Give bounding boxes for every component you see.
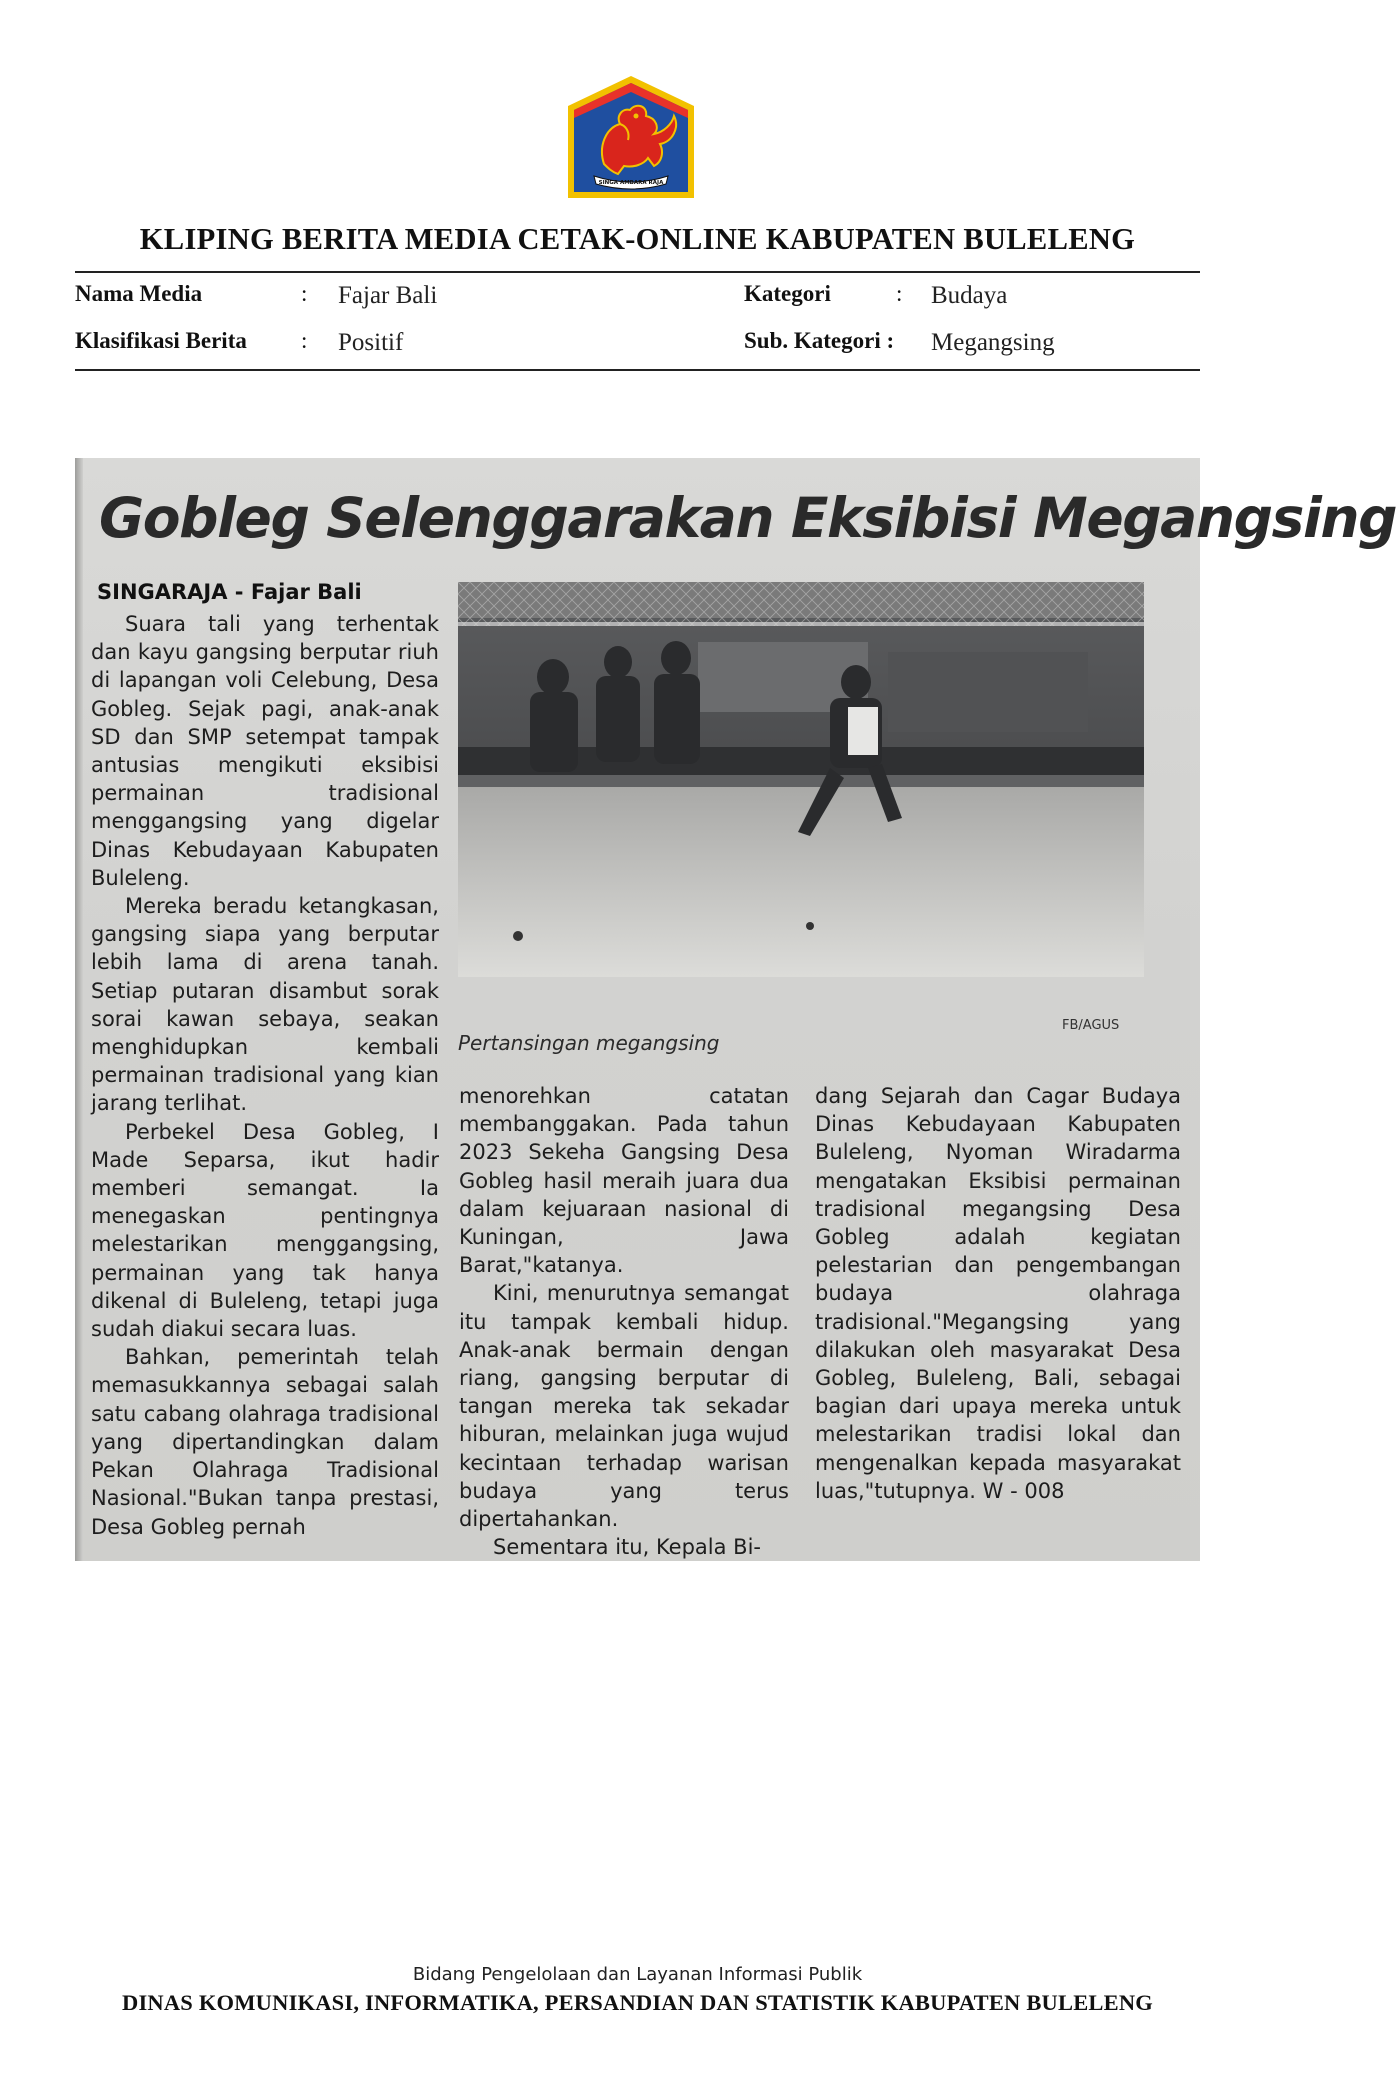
klasifikasi-colon: : — [301, 328, 308, 353]
klasifikasi-label: Klasifikasi Berita — [75, 328, 247, 353]
media-label: Nama Media — [75, 281, 203, 306]
header-rule-bottom — [75, 369, 1200, 371]
kategori-value: Budaya — [931, 282, 1008, 309]
article-paragraph: Kini, menurutnya semangat itu tampak kembali hidup. Anak-anak bermain dengan riang, gangsing berputar di tangan mereka tak sekadar hiburan, melainkan juga wujud kecintaan terhadap warisan budaya yang terus dipertahankan. — [459, 1281, 789, 1532]
kategori-colon: : — [896, 281, 903, 306]
header-rule-top — [75, 271, 1200, 273]
article-paragraph: menorehkan catatan membanggakan. Pada tahun 2023 Sekeha Gangsing Desa Gobleg hasil meraih juara dua dalam kejuaraan nasional di Kuningan, Jawa Barat,"katanya. — [459, 1084, 789, 1278]
footer-division: Bidang Pengelolaan dan Layanan Informasi Publik — [412, 1964, 863, 1985]
sub-kategori-value: Megangsing — [931, 329, 1055, 356]
article-paragraph: Perbekel Desa Gobleg, I Made Separsa, ikut hadir memberi semangat. Ia menegaskan pentingnya melestarikan menggangsing, permainan yang tak hanya dikenal di Buleleng, tetapi juga sudah diakui secara luas. — [91, 1119, 439, 1342]
document-title: KLIPING BERITA MEDIA CETAK-ONLINE KABUPATEN BULELENG — [139, 222, 1136, 256]
article-headline: Gobleg Selenggarakan Eksibisi Megangsing — [99, 486, 1396, 550]
clipping-shadow-edge — [75, 458, 83, 1561]
article-paragraph: Suara tali yang terhentak dan kayu gangsing berputar riuh di lapangan voli Celebung, Desa Gobleg. Sejak pagi, anak-anak SD dan SMP setempat tampak antusias mengikuti eksibisi permainan tradisional menggangsing yang digelar Dinas Kebudayaan Kabupaten Buleleng. — [91, 612, 439, 890]
photo-credit: FB/AGUS — [1062, 1018, 1120, 1033]
logo-motto: SINGA AMBARA RAJA — [598, 180, 664, 186]
footer-agency: DINAS KOMUNIKASI, INFORMATIKA, PERSANDIAN DAN STATISTIK KABUPATEN BULELENG — [122, 1990, 1153, 2015]
article-column-2 — [459, 1082, 789, 1561]
article-paragraph: Mereka beradu ketangkasan, gangsing siapa yang berputar lebih lama di arena tanah. Setiap putaran disambut sorak sorai kawan sebaya, seakan menghidupkan kembali permainan tradisional yang kian jarang terlihat. — [91, 894, 439, 1116]
photo-caption: Pertansingan megangsing — [458, 1031, 720, 1055]
singa-ambara-raja-emblem-icon — [564, 72, 698, 200]
article-paragraph: Sementara itu, Kepala Bi- — [493, 1535, 761, 1560]
sub-kategori-label: Sub. Kategori : — [744, 328, 895, 353]
news-clipping — [75, 458, 1396, 1561]
article-paragraph: Bahkan, pemerintah telah memasukkannya sebagai salah satu cabang olahraga tradisional yang dipertandingkan dalam Pekan Olahraga Tradisional Nasional."Bukan tanpa prestasi, Desa Gobleg pernah — [91, 1345, 439, 1539]
article-photo — [458, 582, 1144, 977]
article-paragraph: dang Sejarah dan Cagar Budaya Dinas Kebudayaan Kabupaten Buleleng, Nyoman Wiradarma mengatakan Eksibisi permainan tradisional megangsing Desa Gobleg adalah kegiatan pelestarian dan pengembangan budaya olahraga tradisional."Megangsing yang dilakukan oleh masyarakat Desa Gobleg, Buleleng, Bali, sebagai bagian dari upaya mereka untuk melestarikan tradisi lokal dan mengenalkan kepada masyarakat luas,"tutupnya. W - 008 — [815, 1084, 1181, 1503]
article-column-3 — [815, 1082, 1181, 1505]
klasifikasi-value: Positif — [338, 329, 404, 356]
media-value: Fajar Bali — [338, 282, 438, 309]
kategori-label: Kategori — [744, 281, 831, 306]
article-column-1 — [91, 606, 439, 1541]
article-dateline: SINGARAJA - Fajar Bali — [97, 580, 362, 604]
media-colon: : — [301, 281, 308, 306]
